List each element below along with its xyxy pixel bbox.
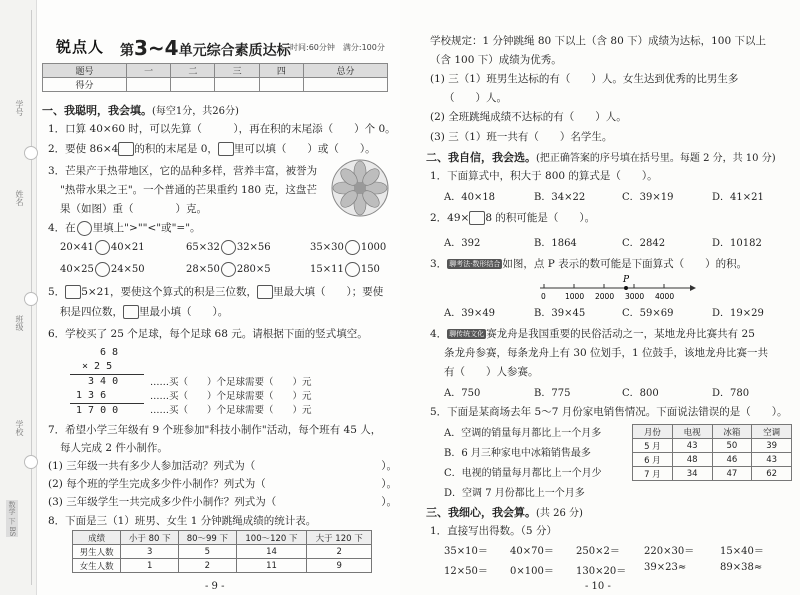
sub-q1: (1) 三（1）班男生达标的有（ ）人。女生达到优秀的比男生多 — [430, 73, 739, 85]
calc-item: 0×100＝ — [510, 566, 554, 577]
score-header-cell: 总分 — [303, 64, 387, 78]
calc-item: 40×70＝ — [510, 546, 554, 557]
right-page — [400, 0, 800, 595]
calc-instruction: 1．直接写出得数。（5 分） — [430, 525, 557, 537]
binding-hole — [24, 455, 38, 469]
compare-left: 15×11 — [310, 264, 344, 275]
compare-circle[interactable] — [221, 240, 236, 255]
table-cell: 11 — [236, 559, 307, 573]
table-cell: 男生人数 — [73, 545, 121, 559]
section-three-heading — [426, 504, 583, 520]
table-cell: 2 — [307, 545, 372, 559]
choice-text: 赛龙舟是我国重要的民俗活动之一，某地龙舟比赛共有 25 — [486, 328, 755, 340]
score-row — [43, 78, 388, 92]
choice-option[interactable]: C．39×19 — [622, 192, 674, 203]
section-two-heading — [426, 149, 776, 165]
choice-text: 如图，点 P 表示的数可能是下面算式（ ）的积。 — [502, 258, 748, 270]
calc-item: 35×10＝ — [444, 546, 488, 557]
table-cell: 2 — [179, 559, 236, 573]
point-p-label: P — [623, 275, 630, 285]
answer-box[interactable] — [123, 305, 139, 319]
question-8: 8．下面是三（1）班男、女生 1 分钟跳绳成绩的统计表。 — [48, 515, 317, 527]
score-header-cell: 三 — [215, 64, 259, 78]
answer-box[interactable] — [257, 285, 273, 299]
answer-box[interactable] — [218, 142, 234, 156]
answer-box[interactable] — [118, 142, 134, 156]
question-4 — [48, 220, 201, 236]
table-cell: 5 月 — [633, 439, 673, 453]
table-row — [633, 467, 792, 481]
title-suffix: 单元综合素质达标 — [178, 43, 291, 59]
compare-circle-icon — [77, 221, 92, 236]
rule-line1: 学校规定：1 分钟跳绳 80 下以上（含 80 下）成绩为达标，100 下以上 — [430, 35, 766, 47]
answer-box[interactable] — [469, 211, 485, 225]
choice-text: 4． — [430, 328, 448, 340]
question-2 — [48, 141, 376, 156]
calc-item: 250×2＝ — [576, 546, 620, 557]
compare-circle[interactable] — [345, 240, 360, 255]
calc-item: 12×50＝ — [444, 566, 488, 577]
choice-option[interactable]: B．775 — [534, 388, 571, 399]
section-note: (每空1分，共26分) — [152, 106, 239, 117]
choice-option[interactable]: A．空调的销量每月都比上一个月多 — [444, 428, 602, 439]
tick-label: 2000 — [595, 292, 615, 300]
choice-option[interactable]: C．800 — [622, 388, 659, 399]
table-row — [633, 439, 792, 453]
question-7-3: (3) 三年级学生一共完成多少件小制作？列式为（ ）。 — [48, 496, 397, 508]
page-number: - 9 - — [205, 581, 225, 592]
table-cell: 47 — [712, 467, 752, 481]
section-title: 三、我细心，我会算。 — [426, 506, 536, 519]
table-row — [73, 559, 372, 573]
section-note: (把正确答案的序号填在括号里。每题 2 分，共 10 分) — [536, 153, 776, 164]
vert-note: ……买（ ）个足球需要（ ）元 — [150, 377, 312, 388]
title-prefix: 第 — [120, 43, 134, 59]
compare-left: 28×50 — [186, 264, 220, 275]
compare-left: 20×41 — [60, 242, 94, 253]
table-cell: 50 — [712, 439, 752, 453]
compare-right: 40×21 — [110, 242, 145, 253]
sub-q2: (2) 全班跳绳成绩不达标的有（ ）人。 — [430, 111, 627, 123]
name-label: 姓名 — [15, 190, 24, 206]
score-table — [42, 63, 388, 92]
score-input-cell[interactable] — [259, 78, 303, 92]
q5-text: 5． — [48, 286, 66, 298]
title-number: 3~4 — [134, 36, 179, 60]
table-header-cell: 100～120 下 — [236, 531, 307, 545]
exam-meta: 时间:60分钟 满分:100分 — [290, 43, 385, 52]
tick-label: 0 — [541, 292, 546, 300]
q4-text: 里填上">""<"或"="。 — [92, 222, 201, 234]
q2-text: 2．要使 86×4 — [48, 143, 119, 155]
score-input-cell[interactable] — [127, 78, 171, 92]
score-label-cell: 得分 — [43, 78, 127, 92]
choice-option[interactable]: B．34×22 — [534, 192, 586, 203]
choice-4 — [430, 326, 755, 341]
method-tag: 聊考法·数形结合 — [449, 260, 501, 268]
compare-right: 24×50 — [110, 264, 145, 275]
score-header-cell: 题号 — [43, 64, 127, 78]
compare-circle[interactable] — [95, 240, 110, 255]
choice-option[interactable]: B．1864 — [534, 238, 577, 249]
question-5-line2 — [60, 304, 228, 319]
table-header-cell: 小于 80 下 — [121, 531, 179, 545]
compare-item — [310, 262, 380, 277]
score-header-cell: 一 — [127, 64, 171, 78]
page-title — [120, 36, 291, 60]
choice-2 — [430, 210, 595, 225]
compare-circle[interactable] — [345, 262, 360, 277]
compare-circle[interactable] — [95, 262, 110, 277]
brand-logo: 锐点人 — [56, 38, 105, 56]
question-3-line1: 3．芒果产于热带地区，它的品种多样，营养丰富，被誉为 — [48, 165, 318, 177]
choice-4-line3: 有（ ）人参赛。 — [444, 366, 539, 378]
choice-option[interactable]: B．6 月三种家电中冰箱销售最多 — [444, 448, 591, 459]
calc-item: 39×23≈ — [644, 562, 687, 573]
score-input-cell[interactable] — [215, 78, 259, 92]
compare-item — [60, 262, 145, 277]
table-header-cell: 冰箱 — [712, 425, 752, 439]
table-header-cell: 电视 — [672, 425, 712, 439]
choice-text: 3． — [430, 258, 448, 270]
q5-text: 里最小填（ ）。 — [139, 306, 229, 318]
compare-left: 35×30 — [310, 242, 344, 253]
question-3-line2: "热带水果之王"。一个普通的芒果重约 180 克，这盘芒 — [60, 184, 317, 196]
choice-3 — [430, 256, 747, 271]
choice-option[interactable]: A．750 — [444, 388, 481, 399]
rule-line2: （含 100 下）成绩为优秀。 — [430, 54, 562, 66]
choice-5: 5．下面是某商场去年 5～7 月份家电销售情况。下面说法错误的是（ ）。 — [430, 406, 788, 418]
tick-label: 3000 — [625, 292, 645, 300]
vert-line: × 2 5 — [70, 360, 144, 375]
question-7-line2: 每人完成 2 件小制作。 — [60, 442, 168, 454]
compare-left: 65×32 — [186, 242, 220, 253]
question-7-1: (1) 三年级一共有多少人参加活动？列式为（ ）。 — [48, 460, 397, 472]
mango-plate-image — [330, 158, 390, 218]
binding-hole — [24, 292, 38, 306]
question-7-line1: 7．希望小学三年级有 9 个班参加"科技小制作"活动，每个班有 45 人， — [48, 424, 382, 436]
sub-q3: (3) 三（1）班一共有（ ）名学生。 — [430, 131, 613, 143]
calc-item: 89×38≈ — [720, 562, 763, 573]
compare-right: 280×5 — [236, 264, 271, 275]
table-cell: 9 — [307, 559, 372, 573]
compare-right: 1000 — [360, 242, 387, 253]
sales-table — [632, 424, 792, 481]
compare-right: 150 — [360, 264, 380, 275]
question-7-2: (2) 每个班的学生完成多少件小制作？列式为（ ）。 — [48, 478, 397, 490]
jump-rope-table — [72, 530, 372, 573]
culture-tag: 聊传统文化 — [449, 330, 485, 338]
table-cell: 1 — [121, 559, 179, 573]
choice-option[interactable]: A．392 — [444, 238, 481, 249]
table-header-cell: 月份 — [633, 425, 673, 439]
question-5 — [48, 284, 383, 299]
choice-text: 2．49× — [430, 212, 470, 224]
question-1: 1．口算 40×60 时，可以先算（ ），再在积的末尾添（ ）个 0。 — [48, 123, 396, 135]
table-cell: 14 — [236, 545, 307, 559]
compare-circle[interactable] — [221, 262, 236, 277]
calc-item: 15×40＝ — [720, 546, 764, 557]
table-row — [73, 545, 372, 559]
choice-option[interactable]: C．59×69 — [622, 308, 674, 319]
choice-option[interactable]: C．电视的销量每月都比上一个月少 — [444, 468, 602, 479]
choice-option[interactable]: B．39×45 — [534, 308, 586, 319]
table-header-cell: 成绩 — [73, 531, 121, 545]
table-cell: 43 — [672, 439, 712, 453]
table-header-row — [633, 425, 792, 439]
score-header-row — [43, 64, 388, 78]
table-cell: 48 — [672, 453, 712, 467]
number-line — [530, 272, 700, 300]
choice-option[interactable]: D．10182 — [712, 238, 762, 249]
answer-box[interactable] — [65, 285, 81, 299]
choice-option[interactable]: C．2842 — [622, 238, 666, 249]
table-cell: 6 月 — [633, 453, 673, 467]
table-header-cell: 80～99 下 — [179, 531, 236, 545]
score-input-cell[interactable] — [171, 78, 215, 92]
q2-text: 的积的末尾是 0， — [134, 143, 218, 155]
point-p — [624, 286, 628, 290]
table-cell: 3 — [121, 545, 179, 559]
table-cell: 34 — [672, 467, 712, 481]
q5-text: 5×21，要使这个算式的积是三位数， — [81, 286, 258, 298]
table-cell: 43 — [752, 453, 792, 467]
compare-item — [60, 240, 145, 255]
table-cell: 62 — [752, 467, 792, 481]
vert-line: 1 7 0 0 — [76, 405, 119, 416]
section-title: 二、我自信，我会选。 — [426, 151, 536, 164]
choice-1: 1．下面算式中，积大于 800 的算式是（ ）。 — [430, 170, 658, 182]
q2-text: 里可以填（ ）或（ ）。 — [233, 143, 376, 155]
score-header-cell: 四 — [259, 64, 303, 78]
compare-item — [186, 262, 271, 277]
choice-option[interactable]: D．19×29 — [712, 308, 764, 319]
table-header-row — [73, 531, 372, 545]
table-cell: 39 — [752, 439, 792, 453]
school-label: 学校 — [15, 420, 24, 436]
score-input-cell[interactable] — [303, 78, 387, 92]
binding-margin — [0, 0, 37, 595]
vert-note: ……买（ ）个足球需要（ ）元 — [150, 391, 312, 402]
table-header-cell: 大于 120 下 — [307, 531, 372, 545]
binding-hole — [24, 146, 38, 160]
section-title: 一、我聪明，我会填。 — [42, 104, 152, 117]
score-header-cell: 二 — [171, 64, 215, 78]
q5-text: 积是四位数， — [60, 306, 123, 318]
choice-option[interactable]: D．41×21 — [712, 192, 764, 203]
question-3-line3: 果（如图）重（ ）克。 — [60, 203, 207, 215]
calc-item: 130×20＝ — [576, 566, 627, 577]
class-label: 班级 — [15, 315, 24, 331]
table-cell: 7 月 — [633, 467, 673, 481]
table-cell: 46 — [712, 453, 752, 467]
choice-option[interactable]: A．39×49 — [444, 308, 496, 319]
compare-item — [186, 240, 271, 255]
section-note: (共 26 分) — [536, 508, 583, 519]
choice-4-line2: 条龙舟参赛，每条龙舟上有 30 位划手，1 位鼓手，该地龙舟比赛一共 — [444, 347, 769, 359]
vertical-multiplication — [70, 346, 144, 418]
vert-line: 1 3 6 — [70, 389, 144, 404]
page-number: - 10 - — [585, 581, 611, 592]
table-cell: 5 — [179, 545, 236, 559]
choice-option[interactable]: D．780 — [712, 388, 750, 399]
table-header-cell: 空调 — [752, 425, 792, 439]
choice-option[interactable]: A．40×18 — [444, 192, 496, 203]
tick-label: 4000 — [655, 292, 675, 300]
compare-left: 40×25 — [60, 264, 94, 275]
student-number-label: 学号 — [15, 100, 24, 116]
compare-right: 32×56 — [236, 242, 271, 253]
question-6: 6．学校买了 25 个足球，每个足球 68 元。请根据下面的竖式填空。 — [48, 328, 368, 340]
q4-text: 4．在 — [48, 222, 76, 234]
tick-label: 1000 — [565, 292, 585, 300]
vert-line: 3 4 0 — [88, 376, 119, 387]
q5-text: 里最大填（ ）；要使 — [273, 286, 384, 298]
table-row — [633, 453, 792, 467]
calc-item: 220×30＝ — [644, 546, 695, 557]
grade-badge: 数学 下 BS — [8, 501, 16, 537]
sub-q1-cont: （ ）人。 — [444, 92, 507, 104]
choice-text: 8 的积可能是（ ）。 — [485, 212, 596, 224]
vert-note: ……买（ ）个足球需要（ ）元 — [150, 405, 312, 416]
compare-item — [310, 240, 386, 255]
table-cell: 女生人数 — [73, 559, 121, 573]
choice-option[interactable]: D．空调 7 月份都比上一个月多 — [444, 488, 585, 499]
section-one-heading — [42, 102, 239, 118]
vert-line: 6 8 — [100, 347, 119, 358]
